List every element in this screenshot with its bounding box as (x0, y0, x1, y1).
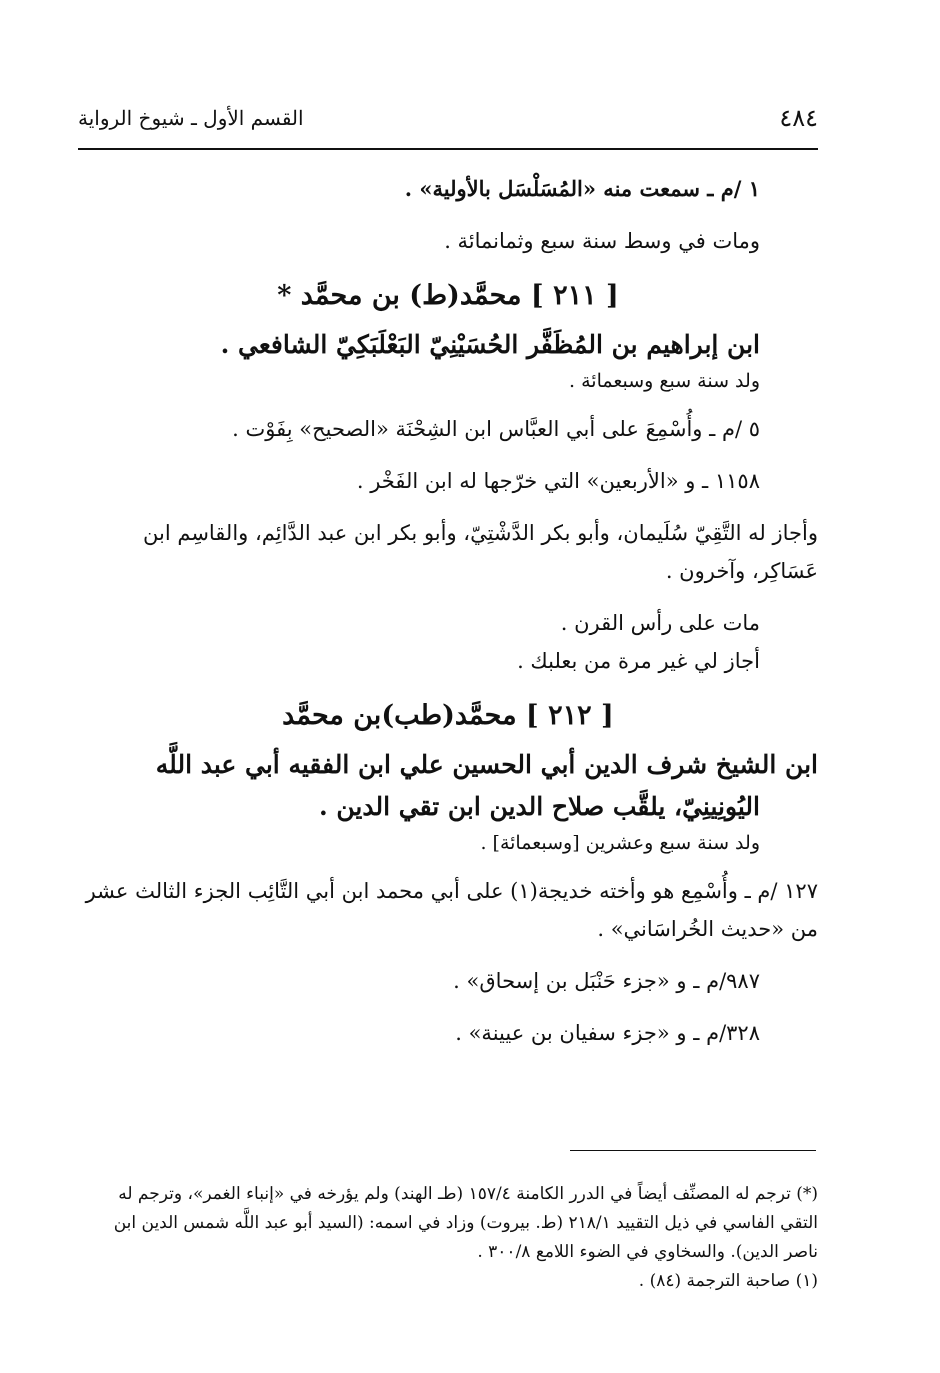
footnotes (78, 1180, 818, 1296)
hearing-line: ١١٥٨ ـ و «الأربعين» التي خرّجها له ابن الفَخْر . (356, 469, 760, 493)
hearing-paragraph: ١٢٧ /م ـ وأُسْمِع هو وأخته خديجة(١) على أبي محمد ابن أبي التَّائِب الجزء الثالث عشر من «حديث الخُراسَاني» . (85, 879, 818, 941)
entry-name-211: ابن إبراهيم بن المُظَفَّر الحُسَيْنِيّ البَعْلَبَكِيّ الشافعي . (220, 330, 760, 359)
main-text (78, 170, 818, 1052)
header-rule (78, 148, 818, 150)
hearing-line: ٣٢٨/م ـ و «جزء سفيان بن عيينة» . (455, 1021, 760, 1045)
birth-line: ولد سنة سبع وعشرين [وسبعمائة] . (480, 832, 760, 854)
death-line: ومات في وسط سنة سبع وثمانمائة . (444, 229, 760, 253)
hearing-line: ٥ /م ـ وأُسْمِعَ على أبي العبَّاس ابن الشِحْنَة «الصحيح» بِفَوْت . (232, 417, 760, 441)
page-number: ٤٨٤ (779, 104, 818, 132)
hearing-line: ٩٨٧/م ـ و «جزء حَنْبَل بن إسحاق» . (453, 969, 760, 993)
footnote-rule (570, 1150, 816, 1151)
running-header (78, 100, 818, 140)
entry-name-212: ابن الشيخ شرف الدين أبي الحسين علي ابن الفقيه أبي عبد اللَّه اليُونِينِيّ، يلقَّب صلاح الدين ابن تقي الدين . (155, 750, 818, 821)
footnote: (١) صاحبة الترجمة (٨٤) . (638, 1271, 818, 1291)
entry-title-212: [ ٢١٢ ] محمَّد(طب)بن محمَّد (282, 700, 614, 731)
entry-title-211: [ ٢١١ ] محمَّد(ط) بن محمَّد * (277, 280, 619, 311)
permission-line: أجاز لي غير مرة من بعلبك . (517, 649, 760, 673)
birth-line: ولد سنة سبع وسبعمائة . (569, 370, 760, 392)
section-title: القسم الأول ـ شيوخ الرواية (78, 106, 304, 130)
hearing-line: ١ /م ـ سمعت منه «المُسَلْسَل بالأولية» . (404, 176, 760, 201)
death-line: مات على رأس القرن . (560, 611, 760, 635)
permission-paragraph: وأجاز له التَّقِيّ سُلَيمان، وأبو بكر الدَّشْتِيّ، وأبو بكر ابن عبد الدَّائِم، والقاسِم ابن عَسَاكِر، وآخرون . (143, 521, 818, 583)
footnote: (*) ترجم له المصنِّف أيضاً في الدرر الكامنة ١٥٧/٤ (طـ الهند) ولم يؤرخه في «إنباء الغمر»، وترجم له التقي الفاسي في ذيل التقييد ٢١٨/١ (ط. بيروت) وزاد في اسمه: (السيد أبو عبد اللَّه شمس الدين ابن ناصر الدين). والسخاوي في الضوء اللامع ٣٠٠/٨ . (113, 1184, 818, 1262)
